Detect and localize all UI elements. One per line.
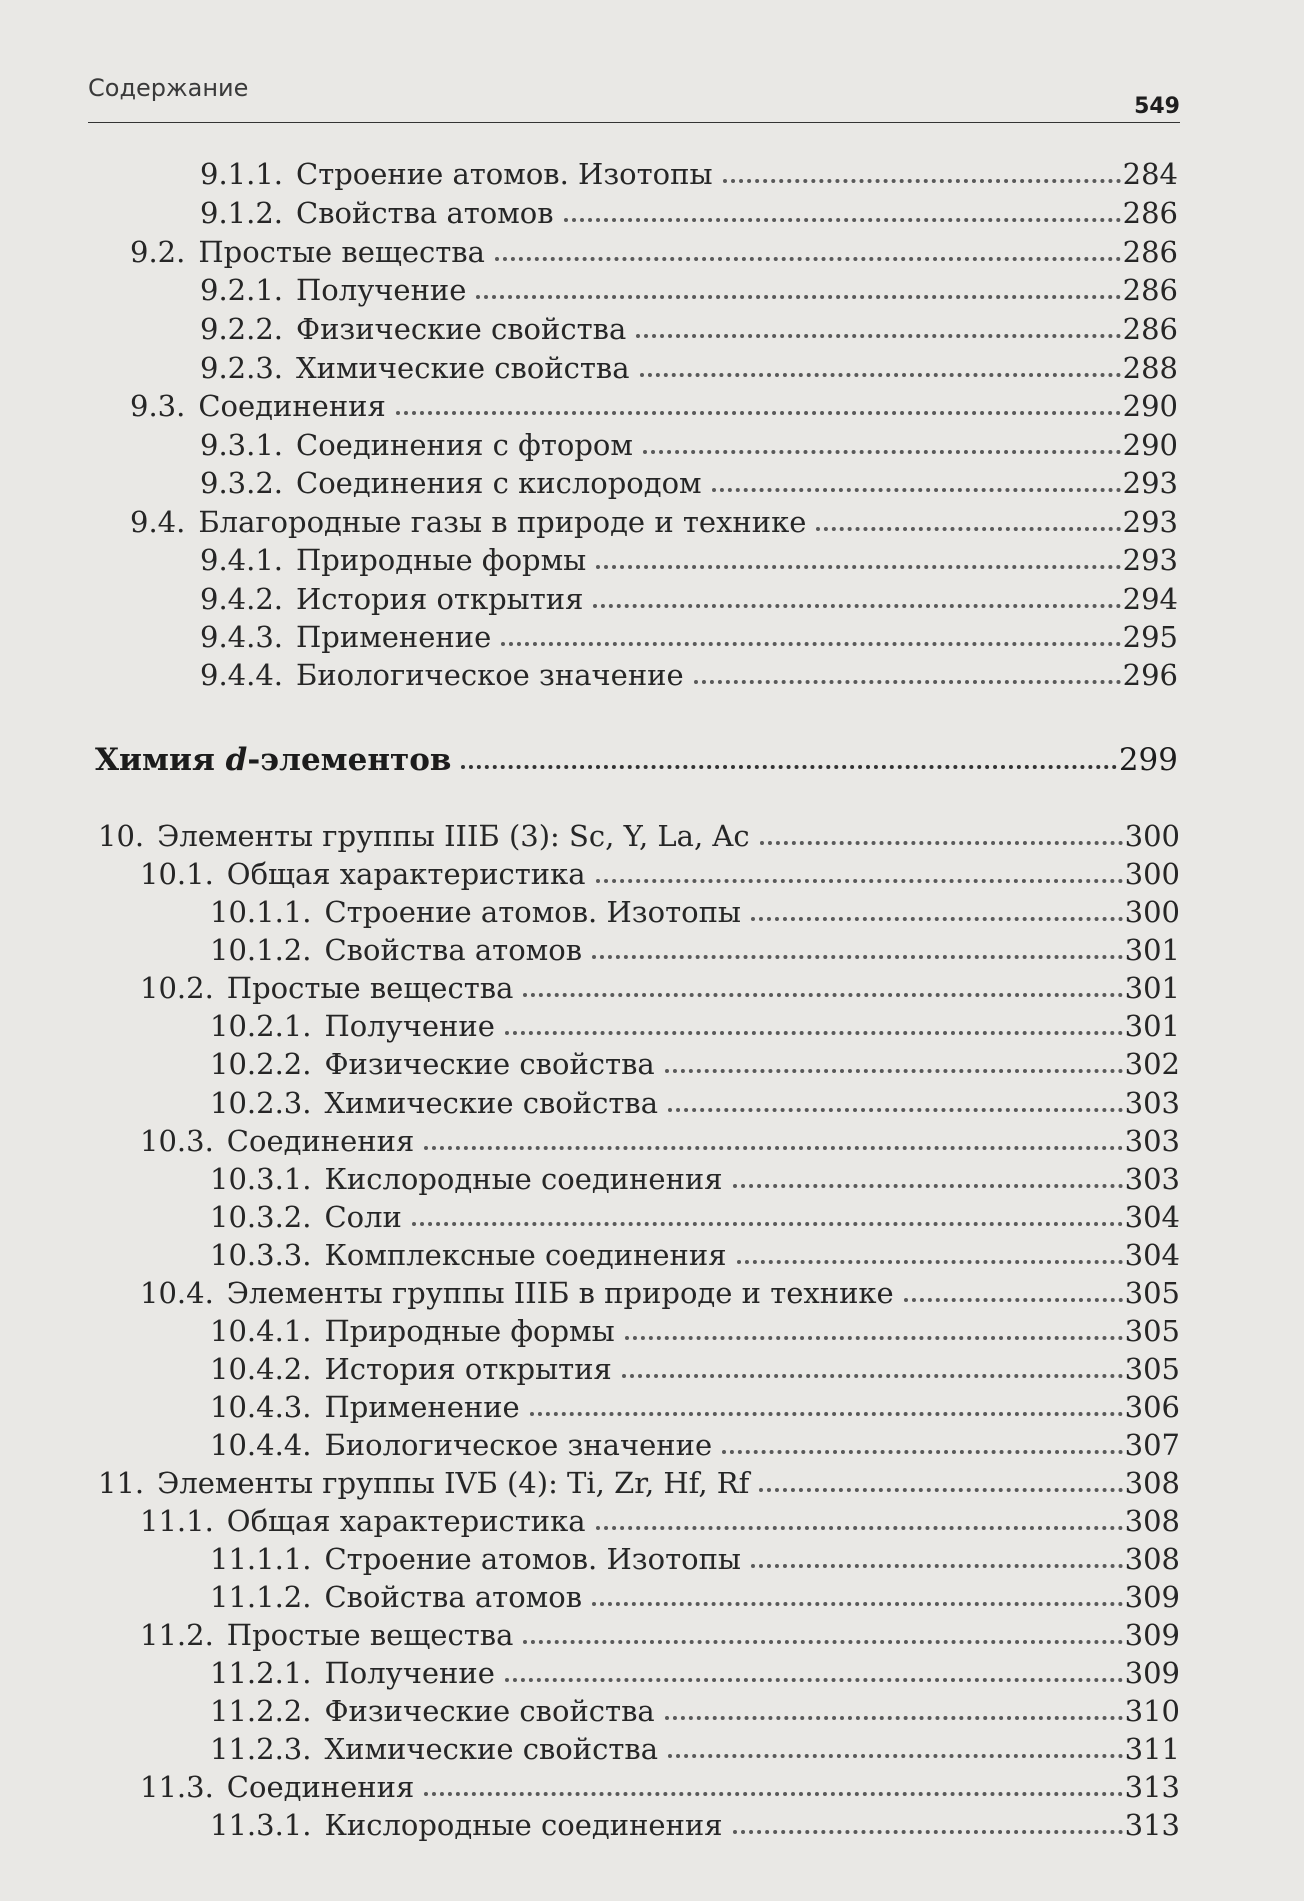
toc-entry-page: 286	[1122, 312, 1178, 346]
dot-leader	[751, 917, 1123, 921]
toc-entry	[200, 156, 1178, 192]
toc-entry-page: 304	[1124, 1200, 1180, 1234]
running-head: Содержание	[88, 74, 249, 102]
toc-entry-number: 10.2.	[140, 971, 214, 1005]
dot-leader	[668, 1754, 1123, 1758]
toc-entry-title: История открытия	[324, 1352, 612, 1386]
page-number: 549	[1134, 94, 1180, 119]
toc-entry-page: 293	[1122, 466, 1178, 500]
dot-leader	[760, 841, 1123, 845]
toc-entry	[200, 272, 1178, 308]
toc-entry-title: Элементы группы IIIБ в природе и технике	[226, 1276, 894, 1310]
toc-entry-page: 296	[1122, 658, 1178, 692]
dot-leader	[665, 1069, 1123, 1073]
toc-entry	[200, 657, 1178, 693]
toc-entry-page: 303	[1124, 1124, 1180, 1158]
toc-entry	[210, 1313, 1180, 1349]
toc-entry-number: 10.3.	[140, 1124, 214, 1158]
toc-entry-title: Получение	[324, 1009, 495, 1043]
dot-leader	[636, 334, 1120, 338]
toc-entry-number: 9.3.2.	[200, 466, 284, 500]
toc-entry	[210, 1008, 1180, 1044]
dot-leader	[412, 1222, 1123, 1226]
toc-entry-number: 9.2.2.	[200, 312, 284, 346]
toc-entry-title: Свойства атомов	[324, 1580, 583, 1614]
dot-leader	[640, 373, 1121, 377]
toc-entry-number: 9.4.2.	[200, 582, 284, 616]
toc-entry-page: 306	[1124, 1390, 1180, 1424]
toc-entry	[210, 1427, 1180, 1463]
toc-entry-title: Соединения	[226, 1770, 415, 1804]
dot-leader	[505, 1031, 1123, 1035]
dot-leader	[737, 1260, 1123, 1264]
dot-leader	[723, 179, 1121, 183]
toc-entry	[200, 427, 1178, 463]
toc-entry-number: 10.2.3.	[210, 1086, 312, 1120]
toc-entry-number: 9.4.1.	[200, 543, 284, 577]
dot-leader	[396, 411, 1121, 415]
part-heading	[95, 742, 1178, 778]
toc-entry-page: 290	[1122, 389, 1178, 423]
toc-entry-title: Простые вещества	[198, 235, 485, 269]
toc-entry	[210, 1161, 1180, 1197]
dot-leader	[596, 1526, 1123, 1530]
dot-leader	[694, 680, 1121, 684]
toc-entry	[140, 856, 1180, 892]
toc-entry-title: Физические свойства	[324, 1694, 655, 1728]
toc-entry-number: 10.3.3.	[210, 1238, 312, 1272]
dot-leader	[668, 1108, 1123, 1112]
dot-leader	[665, 1716, 1123, 1720]
toc-entry-title: Благородные газы в природе и технике	[198, 505, 807, 539]
toc-entry-number: 11.2.3.	[210, 1732, 312, 1766]
toc-entry	[200, 311, 1178, 347]
toc-entry-title: Применение	[296, 620, 492, 654]
toc-entry-title: Соединения	[198, 389, 386, 423]
toc-entry-number: 9.3.1.	[200, 428, 284, 462]
toc-entry-title: Соли	[324, 1200, 402, 1234]
part-title-letter: d	[225, 742, 248, 778]
toc-entry-number: 10.2.2.	[210, 1047, 312, 1081]
toc-entry	[200, 350, 1178, 386]
toc-entry-title: Элементы группы IVБ (4): Ti, Zr, Hf, Rf	[157, 1466, 750, 1500]
toc-entry-number: 11.2.1.	[210, 1656, 312, 1690]
toc-entry-page: 305	[1124, 1352, 1180, 1386]
toc-entry	[140, 970, 1180, 1006]
toc-entry-title: Строение атомов. Изотопы	[324, 895, 741, 929]
toc-entry-title: Кислородные соединения	[324, 1808, 723, 1842]
dot-leader	[592, 955, 1123, 959]
toc-entry-title: Природные формы	[296, 543, 587, 577]
toc-entry-number: 10.	[98, 819, 145, 853]
toc-entry-title: Биологическое значение	[324, 1428, 713, 1462]
dot-leader	[523, 993, 1122, 997]
dot-leader	[596, 565, 1120, 569]
toc-entry-number: 11.	[98, 1466, 145, 1500]
toc-entry	[210, 1693, 1180, 1729]
toc-entry-title: Применение	[324, 1390, 520, 1424]
toc-entry-title: Простые вещества	[226, 971, 514, 1005]
toc-entry-title: Комплексные соединения	[324, 1238, 727, 1272]
toc-entry-number: 10.2.1.	[210, 1009, 312, 1043]
toc-entry-title: Соединения с кислородом	[296, 466, 702, 500]
toc-entry-page: 313	[1124, 1808, 1180, 1842]
toc-entry	[210, 932, 1180, 968]
part-title	[95, 742, 451, 778]
toc-entry-page: 286	[1122, 273, 1178, 307]
toc-entry-page: 313	[1124, 1770, 1180, 1804]
toc-entry	[210, 1389, 1180, 1425]
toc-entry-page: 300	[1124, 895, 1180, 929]
toc-entry	[130, 504, 1178, 540]
toc-entry	[210, 1085, 1180, 1121]
toc-entry-title: Химические свойства	[296, 351, 630, 385]
dot-leader	[722, 1450, 1123, 1454]
toc-entry	[98, 818, 1180, 854]
toc-entry-page: 295	[1122, 620, 1178, 654]
toc-entry-number: 10.3.1.	[210, 1162, 312, 1196]
toc-entry	[200, 581, 1178, 617]
toc-entry	[210, 894, 1180, 930]
toc-entry-page: 294	[1122, 582, 1178, 616]
toc-entry-page: 302	[1124, 1047, 1180, 1081]
dot-leader	[643, 450, 1121, 454]
toc-entry-title: Физические свойства	[324, 1047, 655, 1081]
toc-entry-number: 10.4.4.	[210, 1428, 312, 1462]
toc-entry-title: Химические свойства	[324, 1732, 658, 1766]
toc-entry-number: 9.4.4.	[200, 658, 284, 692]
toc-entry	[130, 234, 1178, 270]
toc-entry	[200, 542, 1178, 578]
toc-entry-number: 11.1.1.	[210, 1542, 312, 1576]
toc-entry-page: 303	[1124, 1086, 1180, 1120]
toc-entry-page: 308	[1124, 1466, 1180, 1500]
toc-entry	[200, 465, 1178, 501]
toc-entry	[130, 388, 1178, 424]
toc-entry-title: Физические свойства	[296, 312, 627, 346]
dot-leader	[625, 1336, 1123, 1340]
toc-entry-title: Химические свойства	[324, 1086, 658, 1120]
toc-entry-page: 308	[1124, 1542, 1180, 1576]
toc-entry-title: Простые вещества	[226, 1618, 514, 1652]
toc-entry-number: 10.1.1.	[210, 895, 312, 929]
toc-entry-number: 11.2.	[140, 1618, 214, 1652]
toc-entry-number: 11.2.2.	[210, 1694, 312, 1728]
toc-entry	[200, 619, 1178, 655]
dot-leader	[622, 1374, 1123, 1378]
toc-entry-page: 309	[1124, 1618, 1180, 1652]
toc-entry-number: 9.2.	[130, 235, 186, 269]
dot-leader	[461, 765, 1116, 769]
toc-entry	[200, 195, 1178, 231]
dot-leader	[424, 1792, 1122, 1796]
toc-entry-number: 9.2.3.	[200, 351, 284, 385]
toc-entry	[210, 1046, 1180, 1082]
toc-entry-page: 311	[1124, 1732, 1180, 1766]
toc-entry	[210, 1655, 1180, 1691]
toc-entry-number: 9.4.3.	[200, 620, 284, 654]
toc-entry	[210, 1541, 1180, 1577]
toc-entry-number: 9.2.1.	[200, 273, 284, 307]
toc-entry-page: 310	[1124, 1694, 1180, 1728]
toc-entry-number: 10.3.2.	[210, 1200, 312, 1234]
toc-entry-title: Природные формы	[324, 1314, 615, 1348]
toc-entry-page: 300	[1124, 819, 1180, 853]
dot-leader	[816, 527, 1120, 531]
toc-entry	[140, 1275, 1180, 1311]
toc-entry-title: Элементы группы IIIБ (3): Sc, Y, La, Ac	[157, 819, 750, 853]
toc-entry	[98, 1465, 1180, 1501]
toc-entry-page: 300	[1124, 857, 1180, 891]
dot-leader	[759, 1488, 1122, 1492]
toc-entry-number: 10.1.2.	[210, 933, 312, 967]
toc-entry-page: 309	[1124, 1656, 1180, 1690]
toc-entry-title: Получение	[324, 1656, 495, 1690]
toc-entry	[140, 1503, 1180, 1539]
dot-leader	[476, 295, 1120, 299]
toc-entry-title: Соединения	[226, 1124, 415, 1158]
toc-entry-number: 10.4.	[140, 1276, 214, 1310]
toc-entry-title: Свойства атомов	[324, 933, 583, 967]
toc-entry-page: 293	[1122, 505, 1178, 539]
dot-leader	[523, 1640, 1122, 1644]
toc-entry-number: 11.3.	[140, 1770, 214, 1804]
toc-entry	[210, 1579, 1180, 1615]
toc-entry	[140, 1123, 1180, 1159]
toc-entry-title: Кислородные соединения	[324, 1162, 723, 1196]
toc-entry-title: Получение	[296, 273, 467, 307]
toc-entry-page: 301	[1124, 1009, 1180, 1043]
dot-leader	[712, 488, 1121, 492]
toc-entry-page: 301	[1124, 971, 1180, 1005]
dot-leader	[495, 257, 1121, 261]
toc-entry-page: 284	[1122, 157, 1178, 191]
toc-entry	[210, 1237, 1180, 1273]
toc-entry-page: 307	[1124, 1428, 1180, 1462]
dot-leader	[564, 218, 1121, 222]
toc-entry	[140, 1617, 1180, 1653]
toc-entry-number: 11.3.1.	[210, 1808, 312, 1842]
toc-entry-title: Общая характеристика	[226, 1504, 586, 1538]
toc-entry-page: 288	[1122, 351, 1178, 385]
part-title-prefix: Химия	[95, 742, 226, 778]
part-title-suffix: -элементов	[247, 742, 452, 778]
dot-leader	[596, 879, 1123, 883]
toc-entry-number: 11.1.2.	[210, 1580, 312, 1614]
toc-entry-page: 308	[1124, 1504, 1180, 1538]
toc-entry	[210, 1807, 1180, 1843]
toc-entry-number: 9.3.	[130, 389, 186, 423]
toc-entry	[210, 1199, 1180, 1235]
toc-entry-number: 11.1.	[140, 1504, 214, 1538]
toc-entry-page: 309	[1124, 1580, 1180, 1614]
toc-entry-page: 304	[1124, 1238, 1180, 1272]
toc-entry-title: Строение атомов. Изотопы	[296, 157, 713, 191]
dot-leader	[592, 1602, 1123, 1606]
toc-entry-page: 286	[1122, 196, 1178, 230]
dot-leader	[501, 642, 1120, 646]
toc-entry-number: 10.4.2.	[210, 1352, 312, 1386]
toc-entry-title: Соединения с фтором	[296, 428, 633, 462]
toc-entry	[210, 1351, 1180, 1387]
toc-entry-number: 9.1.1.	[200, 157, 284, 191]
toc-entry	[140, 1769, 1180, 1805]
dot-leader	[530, 1412, 1123, 1416]
dot-leader	[751, 1564, 1123, 1568]
toc-entry-number: 10.4.1.	[210, 1314, 312, 1348]
toc-entry	[210, 1731, 1180, 1767]
dot-leader	[733, 1184, 1123, 1188]
dot-leader	[904, 1298, 1123, 1302]
toc-entry-page: 305	[1124, 1314, 1180, 1348]
toc-entry-title: Биологическое значение	[296, 658, 684, 692]
dot-leader	[733, 1830, 1123, 1834]
toc-entry-page: 286	[1122, 235, 1178, 269]
toc-entry-page: 305	[1124, 1276, 1180, 1310]
toc-entry-number: 9.4.	[130, 505, 186, 539]
toc-entry-page: 301	[1124, 933, 1180, 967]
toc-entry-page: 293	[1122, 543, 1178, 577]
toc-entry-page: 290	[1122, 428, 1178, 462]
dot-leader	[593, 604, 1120, 608]
part-page: 299	[1118, 742, 1178, 778]
toc-entry-page: 303	[1124, 1162, 1180, 1196]
dot-leader	[424, 1146, 1122, 1150]
toc-entry-title: Свойства атомов	[296, 196, 554, 230]
toc-entry-title: История открытия	[296, 582, 584, 616]
dot-leader	[505, 1678, 1123, 1682]
toc-entry-title: Строение атомов. Изотопы	[324, 1542, 741, 1576]
toc-entry-number: 10.1.	[140, 857, 214, 891]
toc-entry-title: Общая характеристика	[226, 857, 586, 891]
toc-entry-number: 10.4.3.	[210, 1390, 312, 1424]
toc-entry-number: 9.1.2.	[200, 196, 284, 230]
